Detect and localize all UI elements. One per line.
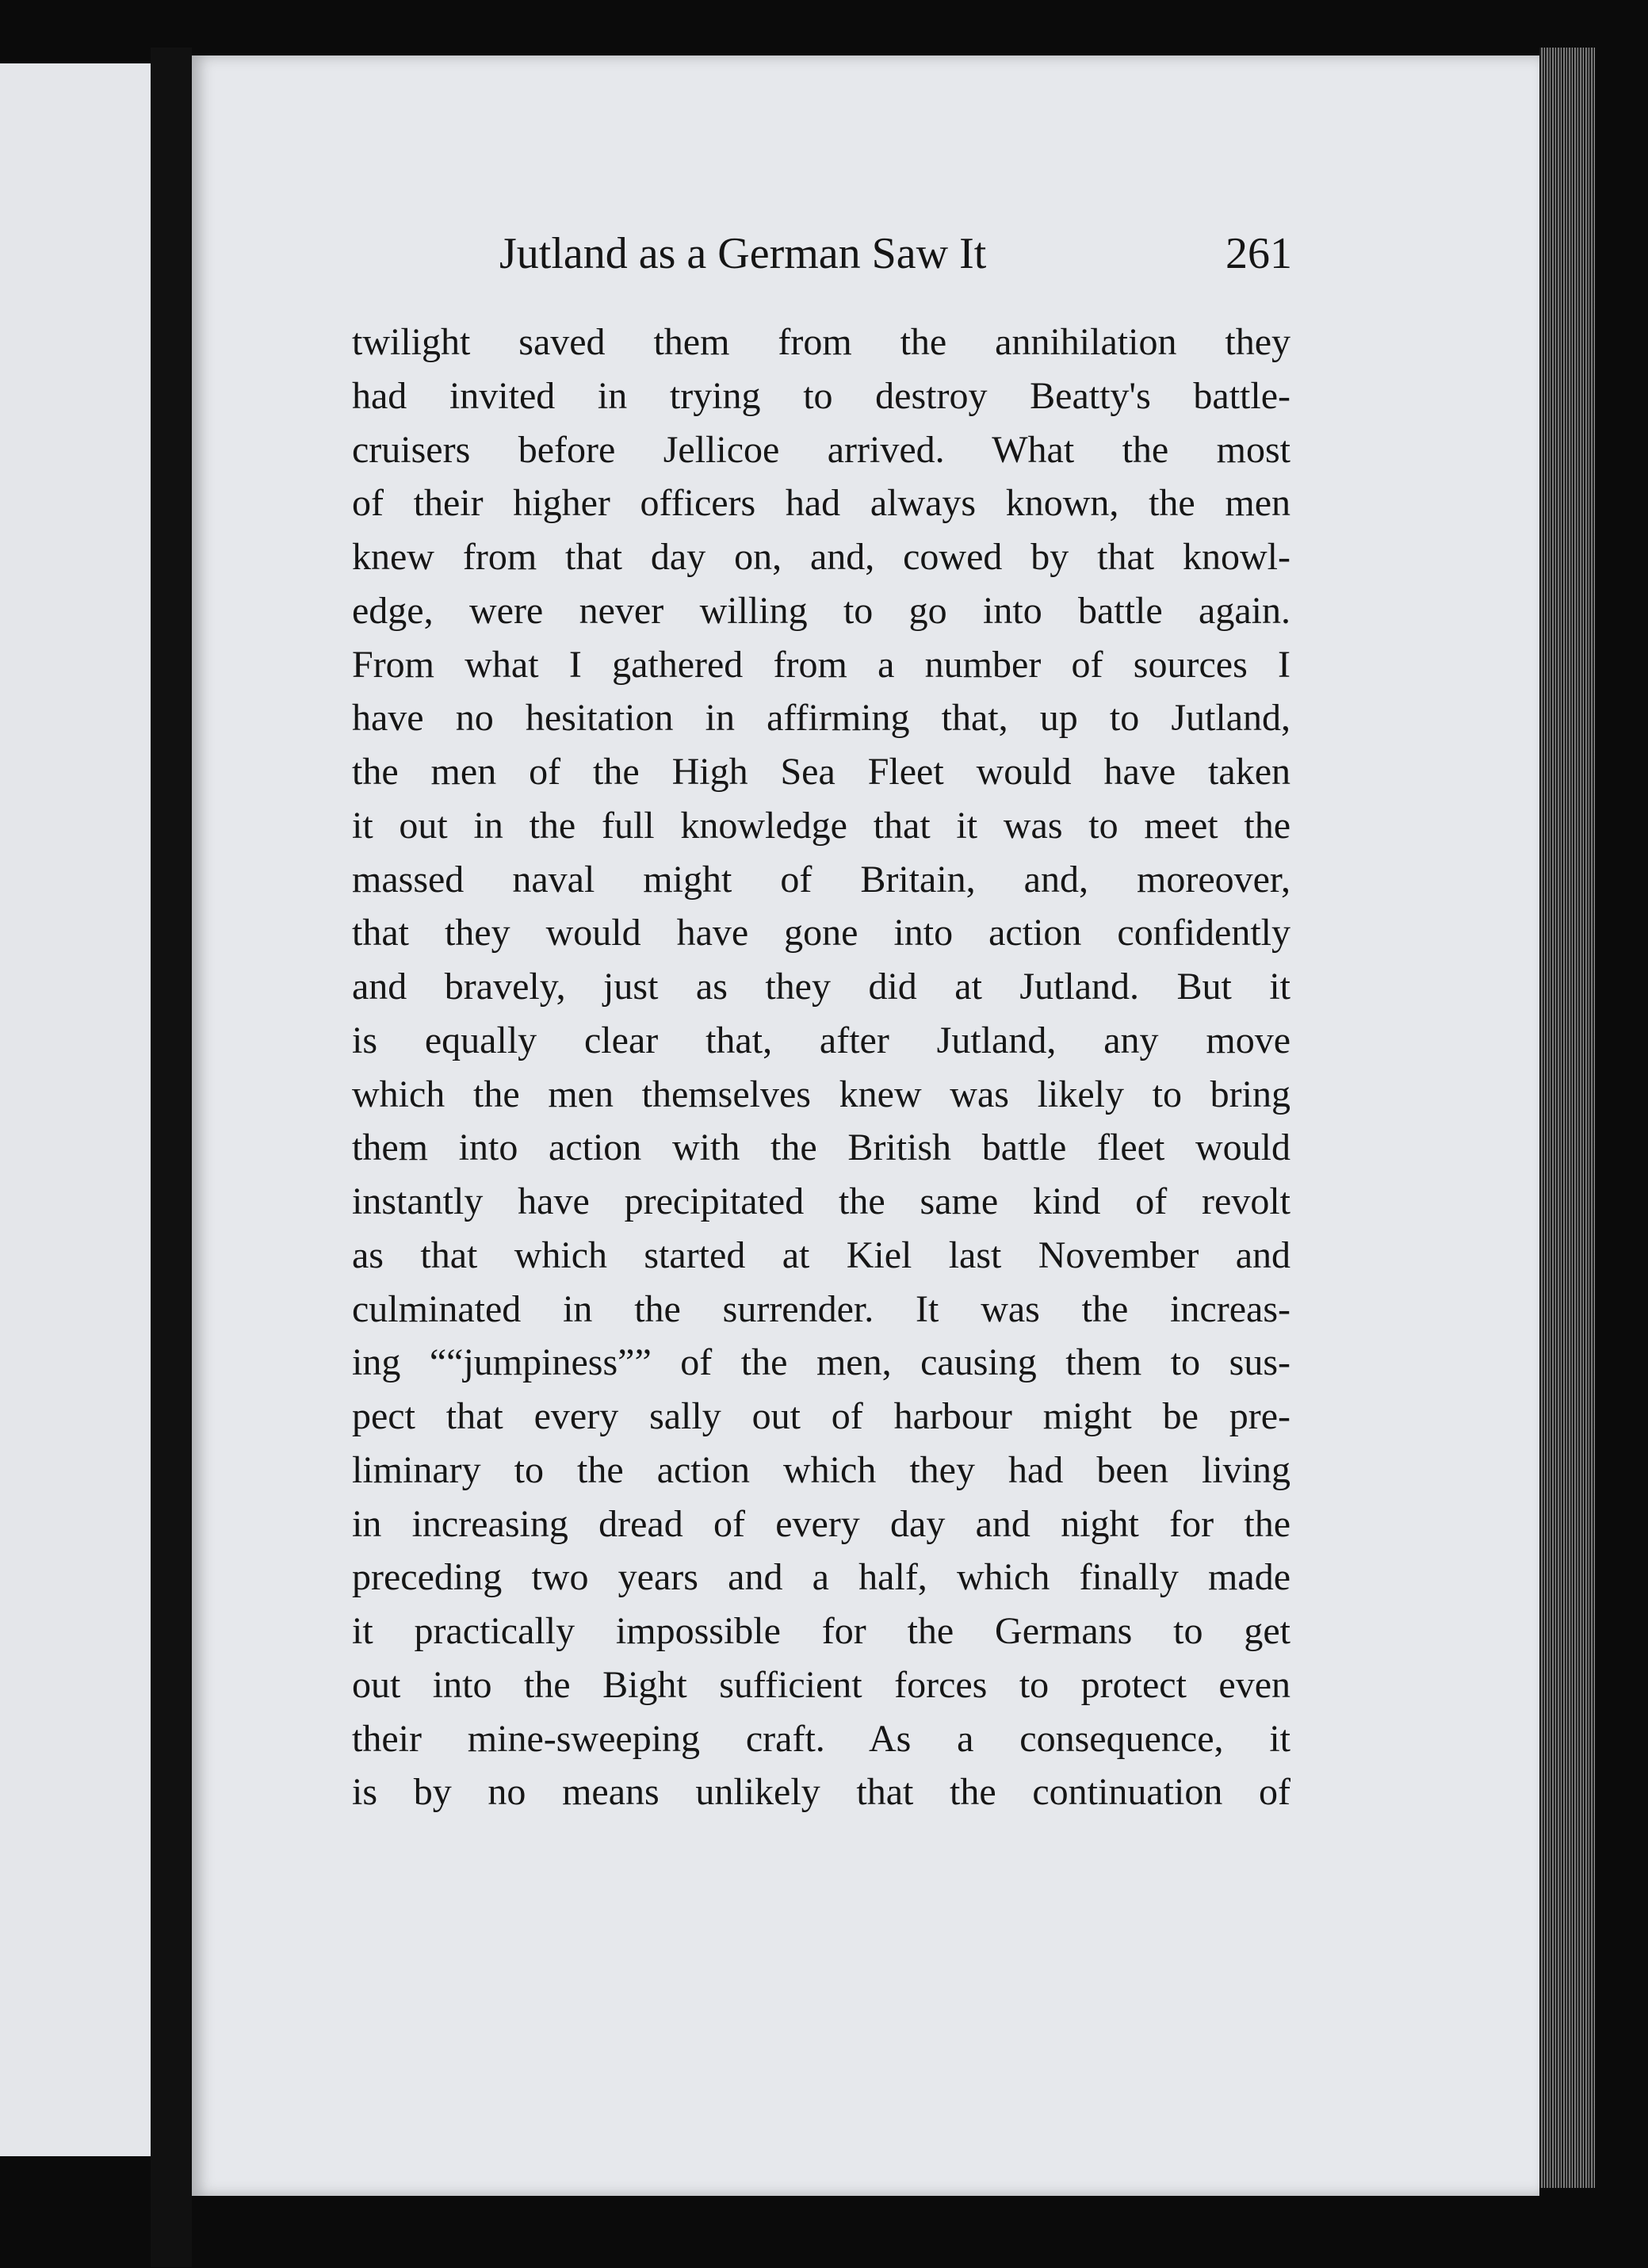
text-line: them into action with the British battle fleet would [352,1126,1290,1169]
text-line: is by no means unlikely that the continuation of [352,1771,1290,1814]
text-line: cruisers before Jellicoe arrived. What the most [352,428,1290,471]
text-line: their mine-sweeping craft. As a consequence, it [352,1717,1290,1760]
text-line: which the men themselves knew was likely to bring [352,1073,1290,1115]
text-line: it out in the full knowledge that it was to meet the [352,804,1290,847]
running-title: Jutland as a German Saw It [499,229,987,278]
text-line: had invited in trying to destroy Beatty's battle- [352,374,1290,417]
running-head [499,228,1292,292]
text-line: culminated in the surrender. It was the increas- [352,1287,1290,1330]
text-line: in increasing dread of every day and night for the [352,1502,1290,1545]
text-line: as that which started at Kiel last November and [352,1233,1290,1276]
text-line: ing ““jumpiness”” of the men, causing them to sus- [352,1341,1290,1384]
text-line: pect that every sally out of harbour might be pre- [352,1395,1290,1437]
text-line: it practically impossible for the Germans to get [352,1610,1290,1652]
text-line: instantly have precipitated the same kind of revolt [352,1180,1290,1222]
text-line: knew from that day on, and, cowed by that knowl- [352,536,1290,578]
text-line: liminary to the action which they had been living [352,1448,1290,1491]
text-line: preceding two years and a half, which finally made [352,1556,1290,1599]
text-line: From what I gathered from a number of sources I [352,643,1290,686]
text-line: edge, were never willing to go into battle again. [352,589,1290,632]
text-line: massed naval might of Britain, and, moreover, [352,858,1290,901]
text-line: is equally clear that, after Jutland, any move [352,1019,1290,1061]
book-gutter [151,48,192,2267]
text-line: twilight saved them from the annihilation they [352,321,1290,363]
text-line: of their higher officers had always known, the men [352,482,1290,525]
text-line: and bravely, just as they did at Jutland. But it [352,966,1290,1008]
text-line: the men of the High Sea Fleet would have taken [352,751,1290,793]
body-text [352,316,1290,1819]
text-line: that they would have gone into action confidently [352,912,1290,954]
facing-page-edge [0,63,151,2156]
text-line: out into the Bight sufficient forces to protect even [352,1663,1290,1706]
page-edge-stripes [1539,48,1595,2188]
text-line: have no hesitation in affirming that, up to Jutland, [352,697,1290,740]
page-number: 261 [1225,229,1292,278]
